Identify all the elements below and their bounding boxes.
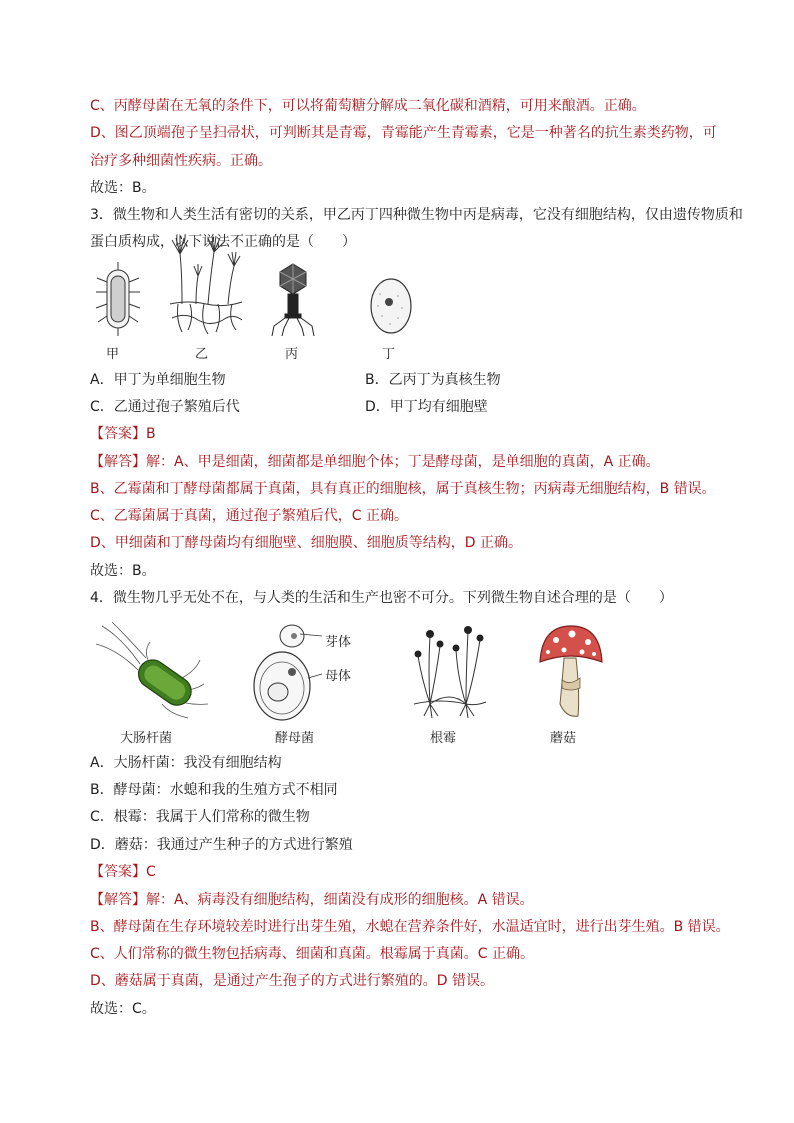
q4-rhizopus-figure bbox=[410, 620, 490, 720]
q3-solution-a bbox=[90, 452, 660, 472]
q3-solution-c: C、乙霉菌属于真菌，通过孢子繁殖后代，C 正确。 bbox=[90, 508, 408, 524]
q3-solution-b: B、乙霉菌和丁酵母菌都属于真菌，具有真正的细胞核，属于真核生物；丙病毒无细胞结构，B 错误。 bbox=[90, 481, 716, 497]
q4-answer-value: C bbox=[146, 864, 156, 880]
q3-option-c: C．乙通过孢子繁殖后代 bbox=[90, 399, 240, 415]
q3-caption-ding: 丁 bbox=[382, 347, 396, 362]
q3-pick: 故选：B。 bbox=[90, 563, 156, 579]
q3-yeast-figure bbox=[368, 276, 414, 336]
q4-jieda-tag: 【解答】 bbox=[90, 892, 146, 908]
q4-caption-ecoli: 大肠杆菌 bbox=[120, 731, 173, 746]
q3-mold-figure bbox=[168, 232, 244, 337]
q3-option-a: A．甲丁为单细胞生物 bbox=[90, 372, 226, 388]
q4-pick: 故选：C。 bbox=[90, 1001, 156, 1017]
q3-stem-line1: 3．微生物和人类生活有密切的关系，甲乙丙丁四种微生物中丙是病毒，它没有细胞结构，仅由遗传物质和 bbox=[90, 207, 743, 223]
prev-solution-c: C、丙酵母菌在无氧的条件下，可以将葡萄糖分解成二氧化碳和酒精，可用来酿酒。正确。 bbox=[90, 98, 646, 114]
q4-answer-tag: 【答案】 bbox=[90, 864, 146, 880]
q4-solution-d: D、蘑菇属于真菌，是通过产生孢子的方式进行繁殖的。D 错误。 bbox=[90, 973, 495, 989]
q3-solution-d: D、甲细菌和丁酵母菌均有细胞壁、细胞膜、细胞质等结构，D 正确。 bbox=[90, 535, 523, 551]
q4-caption-mushroom: 蘑菇 bbox=[550, 731, 577, 746]
q3-caption-bing: 丙 bbox=[285, 347, 299, 362]
q4-caption-rhizopus: 根霉 bbox=[430, 731, 457, 746]
q4-option-c: C．根霉：我属于人们常称的微生物 bbox=[90, 809, 310, 825]
prev-solution-d-line2: 治疗多种细菌性疾病。正确。 bbox=[90, 153, 272, 169]
q3-caption-yi: 乙 bbox=[195, 347, 209, 362]
q3-solution-a-text: 解：A、甲是细菌，细菌都是单细胞个体；丁是酵母菌，是单细胞的真菌，A 正确。 bbox=[146, 454, 660, 470]
q3-answer bbox=[90, 424, 156, 444]
q3-jieda-tag: 【解答】 bbox=[90, 454, 146, 470]
q4-option-a: A．大肠杆菌：我没有细胞结构 bbox=[90, 755, 282, 771]
q4-stem: 4．微生物几乎无处不在，与人类的生活和生产也密不可分。下列微生物自述合理的是（ ） bbox=[90, 590, 673, 606]
q4-ecoli-figure bbox=[92, 620, 212, 720]
q4-mushroom-figure bbox=[536, 624, 606, 720]
q3-caption-jia: 甲 bbox=[106, 347, 120, 362]
q3-answer-tag: 【答案】 bbox=[90, 426, 146, 442]
prev-solution-pick: 故选：B。 bbox=[90, 180, 156, 196]
q4-caption-yeast: 酵母菌 bbox=[275, 731, 315, 746]
q4-solution-a bbox=[90, 890, 534, 910]
q3-answer-value: B bbox=[146, 426, 156, 442]
q4-solution-a-text: 解：A、病毒没有细胞结构，细菌没有成形的细胞核。A 错误。 bbox=[146, 892, 534, 908]
q4-label-mother: 母体 bbox=[325, 669, 352, 684]
prev-solution-d-line1: D、图乙顶端孢子呈扫帚状，可判断其是青霉，青霉能产生青霉素，它是一种著名的抗生素类药物，可 bbox=[90, 125, 717, 141]
q3-stem-line2: 蛋白质构成，以下说法不正确的是（ ） bbox=[90, 234, 356, 250]
q3-option-d: D．甲丁均有细胞壁 bbox=[365, 399, 488, 415]
q3-bacterium-figure bbox=[95, 262, 145, 337]
q4-answer bbox=[90, 862, 156, 882]
q4-yeast-figure bbox=[250, 622, 320, 722]
q3-virus-figure bbox=[268, 262, 318, 337]
q3-option-b: B．乙丙丁为真核生物 bbox=[365, 372, 501, 388]
q4-solution-b: B、酵母菌在生存环境较差时进行出芽生殖，水螅在营养条件好，水温适宜时，进行出芽生殖。B 错误。 bbox=[90, 919, 730, 935]
q4-option-d: D．蘑菇：我通过产生种子的方式进行繁殖 bbox=[90, 837, 353, 853]
q4-solution-c: C、人们常称的微生物包括病毒、细菌和真菌。根霉属于真菌。C 正确。 bbox=[90, 946, 534, 962]
q4-option-b: B．酵母菌：水螅和我的生殖方式不相同 bbox=[90, 782, 338, 798]
q4-label-bud: 芽体 bbox=[325, 635, 352, 650]
